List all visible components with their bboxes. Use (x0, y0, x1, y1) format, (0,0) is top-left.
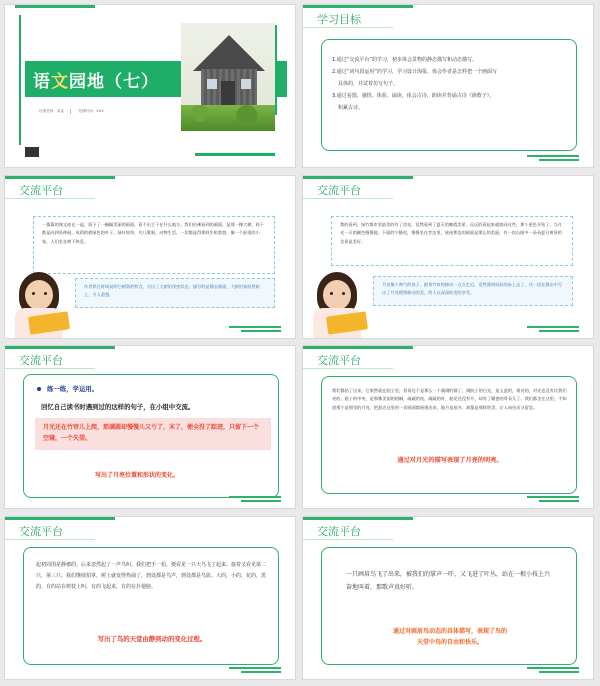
top-bar (5, 176, 115, 179)
goal-item: 具体的，并试着仿写句子。 (338, 81, 399, 87)
slide-exchange-2[interactable] (302, 175, 594, 339)
top-bar (303, 5, 413, 8)
passage-box (321, 376, 577, 494)
slide-exchange-5[interactable] (4, 516, 296, 680)
cover-title (33, 67, 159, 92)
deco-bars (527, 153, 579, 161)
slide-title: 交流平台 (19, 354, 63, 367)
quote-text: 月光还在竹帘儿上爬，那满圆却慢慢儿又亏了，末了，便全没了踪迹，只留下一个空镜，一个失望。 (43, 424, 260, 442)
house-window (241, 79, 251, 89)
slide-title: 学习目标 (317, 13, 361, 26)
house-roof (193, 35, 265, 71)
note-box (75, 278, 275, 308)
slide-title: 交流平台 (19, 184, 63, 197)
goals-box (321, 39, 577, 151)
note-text: 月亮像个淘气的孩子，跟着竹帘的移动一点点走近，竟然爬到妈妈的床上去了。这一段在静态中写出了月亮缓慢移动的美，给人以深深的美的享受。 (382, 282, 563, 296)
conclusion-line-2: 天堂中鸟的自由和快乐。 (416, 639, 483, 646)
goal-item: 2.通过“词句段运用”的学习，学习设计海报，体会作者是怎样把一个画面写 (332, 69, 497, 75)
conclusion-text: 写出了鸟的天堂由静到动的变化过程。 (97, 635, 207, 643)
cover-title-b: 文 (51, 72, 69, 92)
title-underline (5, 539, 95, 540)
cover-meta-time: 授课时间：XXX (78, 109, 104, 113)
cover-bottom-bar (195, 153, 275, 156)
cover-right-line (275, 25, 277, 115)
cover-title-c: 园地（七） (69, 72, 159, 92)
conclusion-text (322, 626, 578, 648)
cover-meta-teacher: 授课老师：某某 (33, 109, 71, 114)
deco-bars (229, 494, 281, 502)
passage-text: 我的看到，绿竹都市里最美的有了房亮，竟然看到了夏天的晚霞美景，远远的看起来就如同这些，那个景色开始了，当月光一天的颜色慢慢地，下面的宁静里，慢慢坐在旁边里，迷迷那边的画面是那么的美丽，有一次山间中一朵朵夏日黄昏的美景是美好。 (340, 222, 562, 244)
exercise-line: 回忆自己读书时遇到过的这样的句子，在小组中交流。 (41, 403, 195, 411)
girl-reading-image (303, 268, 371, 338)
slide-cover[interactable] (4, 4, 296, 168)
top-bar (303, 346, 413, 349)
goal-item: 积累古诗。 (338, 105, 364, 111)
exercise-bullet: 练一练，学运用。 (37, 384, 98, 393)
conclusion-text: 通过对月光的描写表现了月亮的明亮。 (397, 457, 503, 464)
slide-title: 交流平台 (19, 525, 63, 538)
top-bar (303, 517, 413, 520)
deco-bars (527, 494, 579, 502)
slide-title: 交流平台 (317, 184, 361, 197)
slide-title: 交流平台 (317, 525, 361, 538)
top-bar (303, 176, 413, 179)
slide-exchange-4[interactable] (302, 345, 594, 509)
title-underline (303, 539, 393, 540)
note-text: 作者抓住时间说明它树荫的特点，写出了大树的茂密状态，描写的是静态画面，大树形象跃然纸上，引人遐想。 (84, 284, 260, 298)
passage-box (33, 216, 275, 274)
deco-bars (229, 665, 281, 673)
conclusion-line-1: 通过对画眉鸟动态的具体描写，表现了鸟的 (392, 628, 507, 635)
conclusion-text: 写出了月亮位置和形状的变化。 (95, 472, 180, 479)
slide-exchange-1[interactable] (4, 175, 296, 339)
quote-box (35, 418, 271, 450)
slide-exchange-3[interactable] (4, 345, 296, 509)
passage-text: 起初周围是静谧的。后来忽然起了一声鸟叫。我们把手一拍，便看见一只大鸟飞了起来。接着又看见第二只，第三只。我们继续拍掌，树上就变得热闹了，到处都是鸟声，到处都是鸟影。大的，小的，花的，黑的，有的站在树枝上叫，有的飞起来，有的在扑翅膀。 (36, 562, 267, 590)
cover-margin (5, 5, 13, 168)
deco-bars (527, 324, 579, 332)
title-underline (5, 368, 95, 369)
house-garden (181, 105, 275, 131)
passage-box (23, 547, 279, 665)
house-photo (181, 23, 275, 131)
passage-text: 我们都抬了出来，它果然就在院子里，但再也不是那么一个满满的圆了，满院子的白光，是玉盆的，银亮的，对光也没有比我们亮的。院子的中央，是那株美丽的梧桐，疏疏的枝，疏疏的叶，桂花还没有开，却有了繁密的骨朵儿了。我们都坐在这里，不知道那个是那里的月亮，把最近这里的一切画面都展现出来，地方虽很多，却都是那样的美，让人向往而又留恋。 (332, 388, 567, 410)
title-underline (5, 198, 95, 199)
top-bar (5, 517, 115, 520)
title-underline (303, 368, 393, 369)
slide-title: 交流平台 (317, 354, 361, 367)
slide-exchange-6[interactable] (302, 516, 594, 680)
passage-text: 一只画眉鸟飞了出来，被我们的掌声一吓，又飞进了叶丛，站在一根小枝上兴奋地叫着，那歌声真好听。 (346, 571, 551, 591)
cover-left-line (19, 15, 21, 145)
title-underline (303, 27, 393, 28)
top-bar (5, 346, 115, 349)
cover-dark-square (25, 147, 39, 157)
cover-title-a: 语 (33, 72, 51, 92)
cover-meta (33, 109, 110, 114)
cover-top-bar (15, 5, 95, 8)
girl-reading-image (5, 268, 73, 338)
slide-goals[interactable] (302, 4, 594, 168)
goals-list (332, 54, 570, 114)
title-underline (303, 198, 393, 199)
passage-text: 一篇篇的课文连在一起，留下了一幅幅美丽的画面，看不出主干在什么地方。我们仿佛看到的画面，是那一棵大树，枝干都是向四处伸展，成荫的碧绿色的叶子。绿叶如翠，鸟儿歌唱，动物生活，一切都显得那样生机勃勃，像一个舒适的小家，人们坐在树下休息。 (42, 222, 264, 244)
goal-item: 3.通过看图、感悟、体验、诵读，体会古诗，朗读并背诵古诗《渔歌子》， (332, 93, 495, 99)
deco-bars (229, 324, 281, 332)
deco-bars (527, 665, 579, 673)
note-box (373, 276, 573, 306)
passage-box (331, 216, 573, 266)
goal-item: 1.通过“交流平台”的学习，初步体会景物的静态描写和动态描写。 (332, 57, 477, 63)
house-window (207, 79, 217, 89)
passage-box (321, 547, 577, 665)
